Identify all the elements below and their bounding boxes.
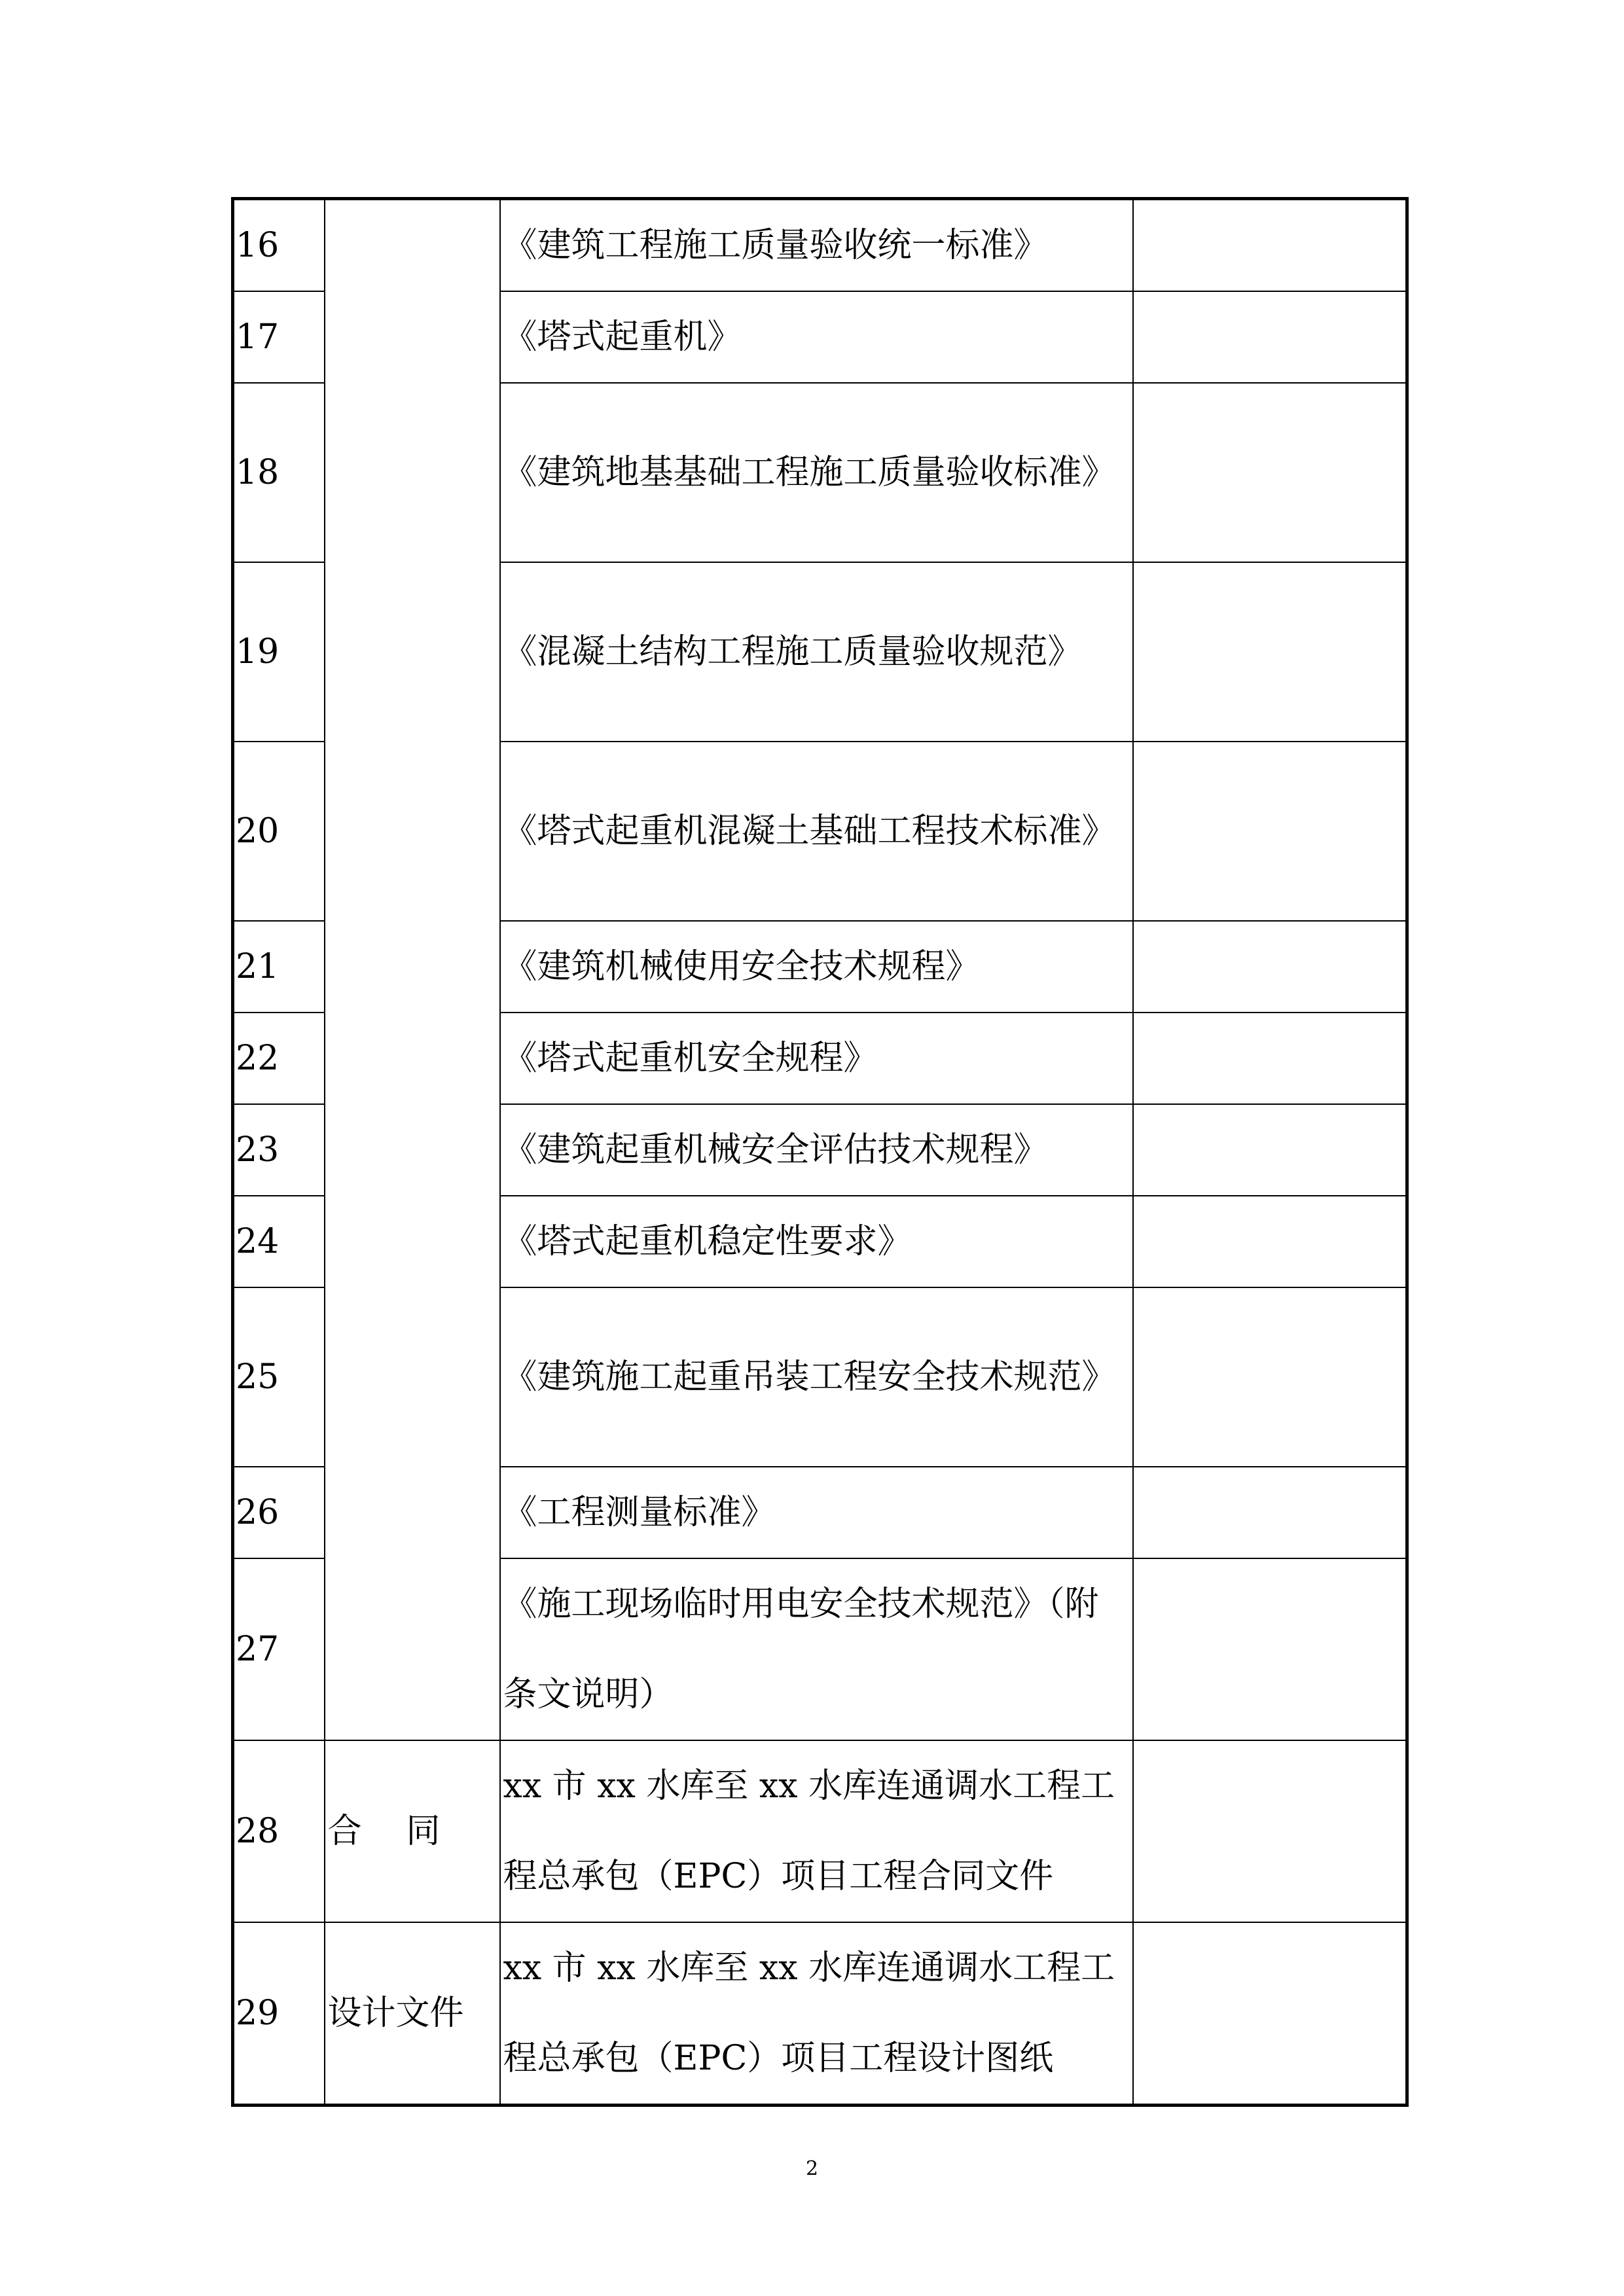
row-number: 22 [233, 1013, 325, 1104]
row-number: 18 [233, 383, 325, 562]
remark-cell [1133, 1740, 1407, 1922]
remark-cell [1133, 1196, 1407, 1287]
document-name: 《混凝土结构工程施工质量验收规范》 [500, 562, 1133, 742]
reference-documents-table [231, 197, 1409, 2107]
category-label: 合同 [325, 1740, 500, 1922]
remark-cell [1133, 291, 1407, 383]
remark-cell [1133, 199, 1407, 292]
row-number: 19 [233, 562, 325, 742]
category-label: 设计文件 [325, 1922, 500, 2106]
document-name: 《塔式起重机混凝土基础工程技术标准》 [500, 742, 1133, 921]
row-number: 24 [233, 1196, 325, 1287]
row-number: 21 [233, 921, 325, 1013]
document-name: 《建筑起重机械安全评估技术规程》 [500, 1104, 1133, 1196]
document-name: 《施工现场临时用电安全技术规范》（附条文说明） [500, 1558, 1133, 1740]
row-number: 27 [233, 1558, 325, 1740]
document-name: 《塔式起重机安全规程》 [500, 1013, 1133, 1104]
table-row [233, 1740, 1407, 1922]
page-number: 2 [805, 2157, 819, 2180]
remark-cell [1133, 383, 1407, 562]
row-number: 20 [233, 742, 325, 921]
document-name: 《建筑地基基础工程施工质量验收标准》 [500, 383, 1133, 562]
row-number: 26 [233, 1467, 325, 1558]
document-name: xx 市 xx 水库至 xx 水库连通调水工程工程总承包（EPC）项目工程合同文件 [500, 1740, 1133, 1922]
document-name: 《塔式起重机》 [500, 291, 1133, 383]
remark-cell [1133, 1013, 1407, 1104]
remark-cell [1133, 742, 1407, 921]
document-name: 《工程测量标准》 [500, 1467, 1133, 1558]
table-row [233, 199, 1407, 292]
remark-cell [1133, 1287, 1407, 1467]
document-name: 《建筑机械使用安全技术规程》 [500, 921, 1133, 1013]
remark-cell [1133, 1558, 1407, 1740]
row-number: 17 [233, 291, 325, 383]
remark-cell [1133, 1467, 1407, 1558]
category-cell-empty [325, 199, 500, 1741]
row-number: 16 [233, 199, 325, 292]
row-number: 29 [233, 1922, 325, 2106]
document-name: xx 市 xx 水库至 xx 水库连通调水工程工程总承包（EPC）项目工程设计图纸 [500, 1922, 1133, 2106]
remark-cell [1133, 1922, 1407, 2106]
row-number: 25 [233, 1287, 325, 1467]
document-name: 《建筑施工起重吊装工程安全技术规范》 [500, 1287, 1133, 1467]
remark-cell [1133, 562, 1407, 742]
row-number: 23 [233, 1104, 325, 1196]
document-name: 《建筑工程施工质量验收统一标准》 [500, 199, 1133, 292]
document-name: 《塔式起重机稳定性要求》 [500, 1196, 1133, 1287]
table-row [233, 1922, 1407, 2106]
remark-cell [1133, 921, 1407, 1013]
remark-cell [1133, 1104, 1407, 1196]
row-number: 28 [233, 1740, 325, 1922]
